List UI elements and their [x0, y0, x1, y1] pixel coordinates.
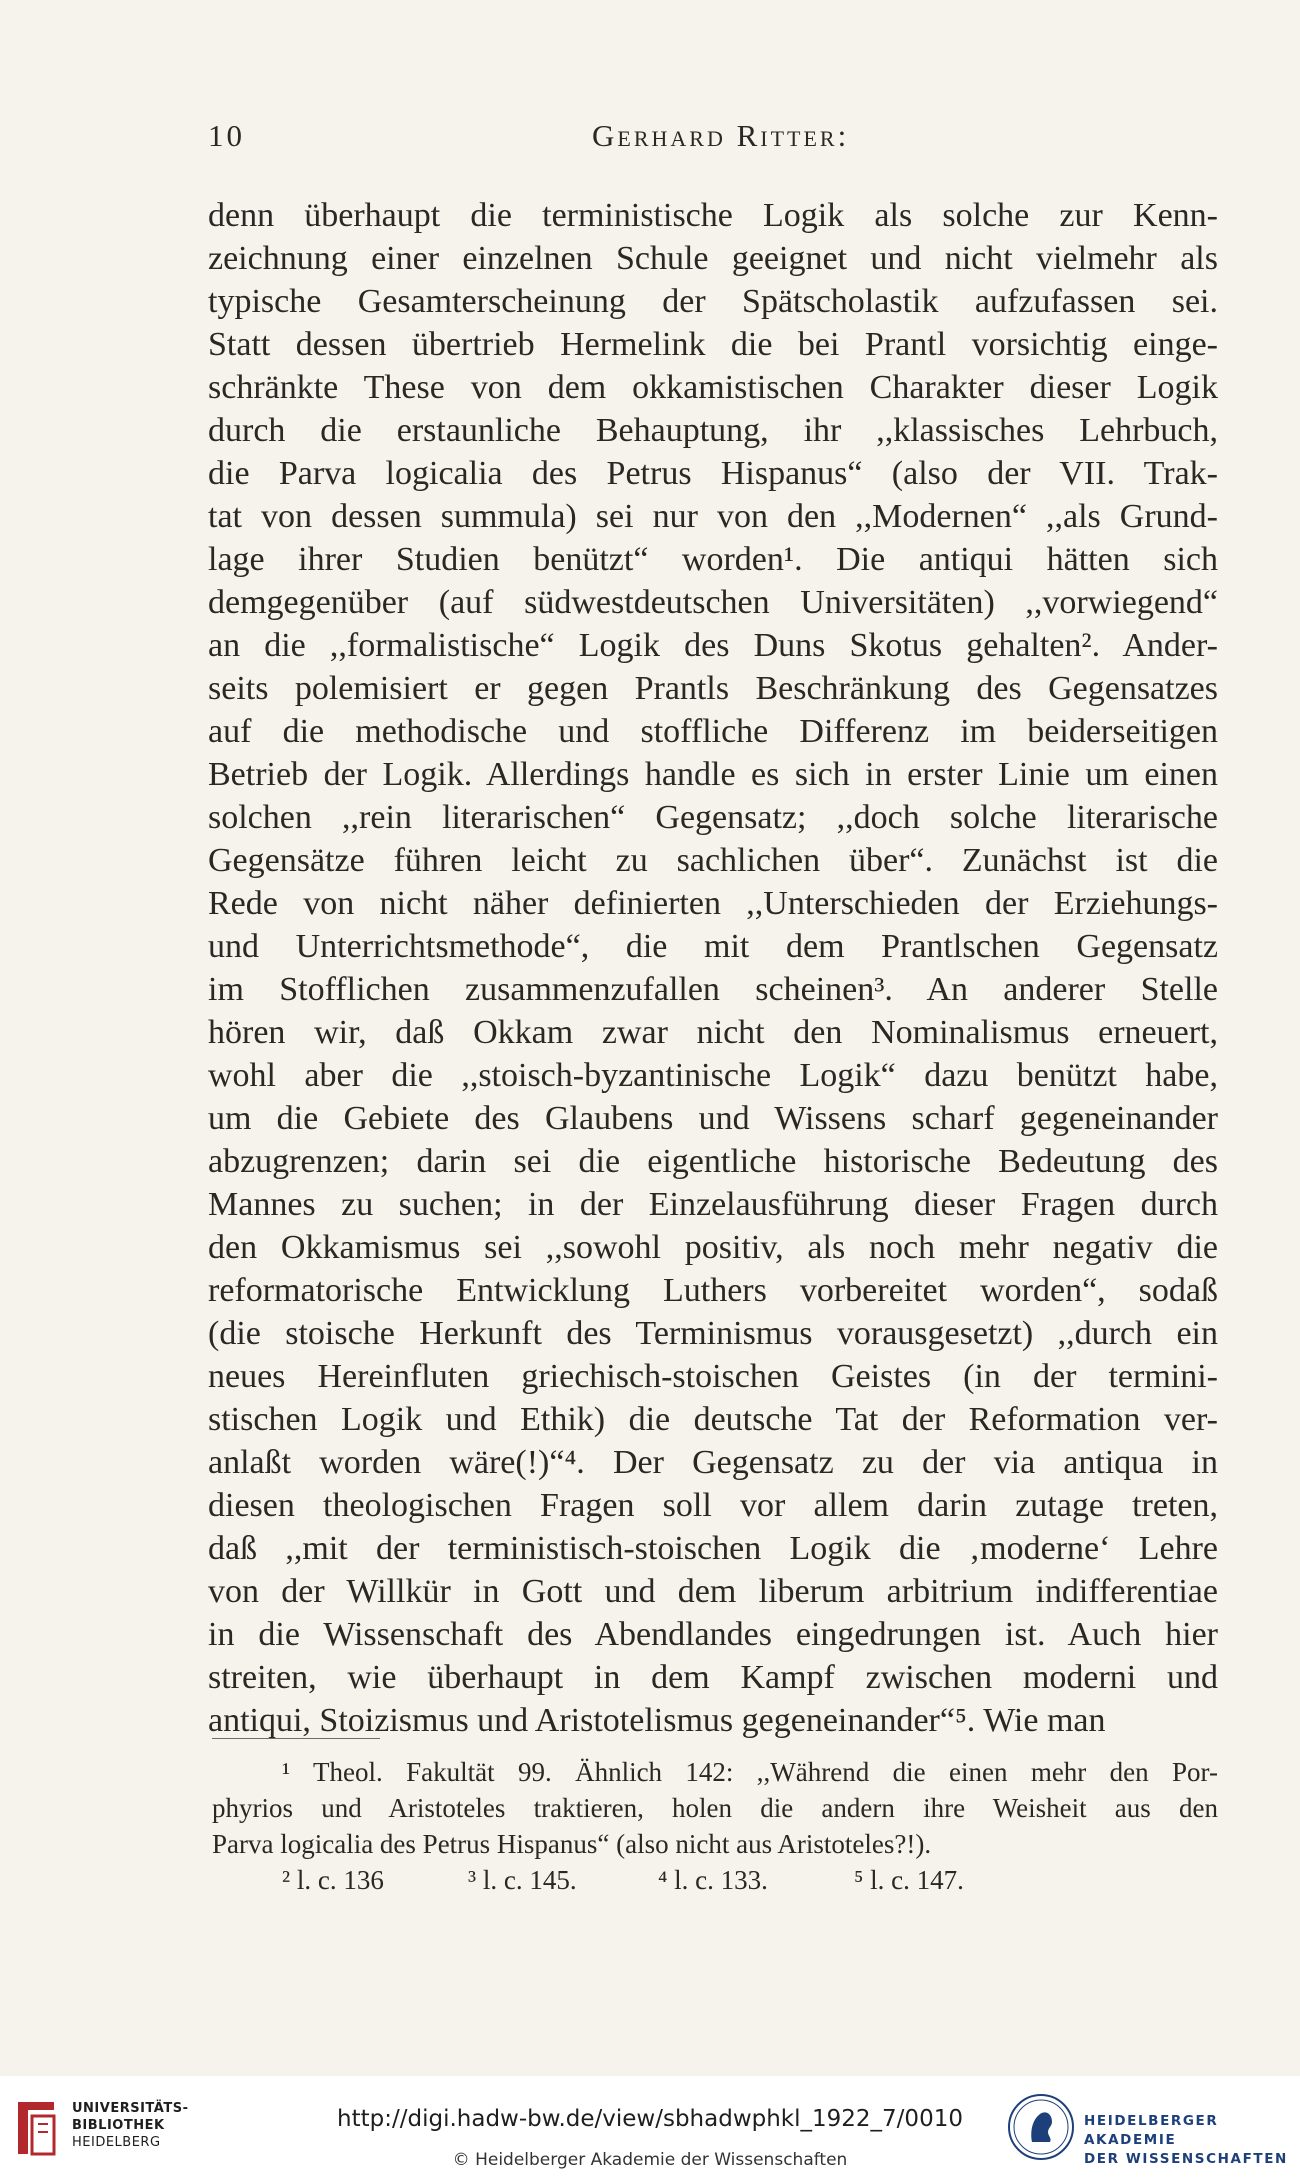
text-line: von der Willkür in Gott und dem liberum arbitrium indifferentiae [208, 1573, 1218, 1610]
text-line: (die stoische Herkunft des Terminismus vorausgesetzt) ,,durch ein [208, 1315, 1218, 1352]
text-line: und Unterrichtsmethode“, die mit dem Prantlschen Gegensatz [208, 928, 1218, 965]
text-line: Statt dessen übertrieb Hermelink die bei Prantl vorsichtig einge- [208, 326, 1218, 363]
text-line: auf die methodische und stoffliche Differenz im beiderseitigen [208, 713, 1218, 750]
text-line: schränkte These von dem okkamistischen Charakter dieser Logik [208, 369, 1218, 406]
text-line: Betrieb der Logik. Allerdings handle es sich in erster Linie um einen [208, 756, 1218, 793]
text-line: den Okkamismus sei ,,sowohl positiv, als noch mehr negativ die [208, 1229, 1218, 1266]
text-line: durch die erstaunliche Behauptung, ihr ,,klassisches Lehrbuch, [208, 412, 1218, 449]
text-line: seits polemisiert er gegen Prantls Beschränkung des Gegensatzes [208, 670, 1218, 707]
running-title: Gerhard Ritter: [592, 118, 850, 153]
text-line: antiqui, Stoizismus und Aristotelismus gegeneinander“⁵. Wie man [208, 1702, 1106, 1739]
text-line: tat von dessen summula) sei nur von den ,,Modernen“ ,,als Grund- [208, 498, 1218, 535]
text-line: neues Hereinfluten griechisch-stoischen Geistes (in der termini- [208, 1358, 1218, 1395]
page-number: 10 [208, 118, 245, 153]
text-line: daß ,,mit der terministisch-stoischen Logik die ‚moderne‘ Lehre [208, 1530, 1218, 1567]
viewer-footer [0, 2076, 1300, 2182]
text-line: diesen theologischen Fragen soll vor allem darin zutage treten, [208, 1487, 1218, 1524]
text-line: denn überhaupt die terministische Logik als solche zur Kenn- [208, 197, 1218, 234]
text-line: Rede von nicht näher definierten ,,Unterschieden der Erziehungs- [208, 885, 1218, 922]
running-head [208, 118, 1218, 158]
text-line: zeichnung einer einzelnen Schule geeignet und nicht vielmehr als [208, 240, 1218, 277]
text-line: Gegensätze führen leicht zu sachlichen über“. Zunächst ist die [208, 842, 1218, 879]
footnote-ref: ⁴ l. c. 133. [658, 1865, 768, 1895]
text-line: stischen Logik und Ethik) die deutsche Tat der Reformation ver- [208, 1401, 1218, 1438]
text-line: die Parva logicalia des Petrus Hispanus“ (also der VII. Trak- [208, 455, 1218, 492]
footnote-ref: ⁵ l. c. 147. [854, 1865, 964, 1895]
text-line: im Stofflichen zusammenzufallen scheinen³. An anderer Stelle [208, 971, 1218, 1008]
academy-seal-icon [1006, 2092, 1076, 2162]
text-line: in die Wissenschaft des Abendlandes eingedrungen ist. Auch hier [208, 1616, 1218, 1653]
footnote-ref: ² l. c. 136 [282, 1865, 384, 1895]
footnote-line: Parva logicalia des Petrus Hispanus“ (also nicht aus Aristoteles?!). [212, 1829, 932, 1859]
footnote-line: phyrios und Aristoteles traktieren, holen die andern ihre Weisheit aus den [212, 1793, 1218, 1823]
university-library-name: UNIVERSITÄTS- BIBLIOTHEK HEIDELBERG [72, 2101, 189, 2150]
text-line: wohl aber die ,,stoisch-byzantinische Logik“ dazu benützt habe, [208, 1057, 1218, 1094]
text-line: lage ihrer Studien benützt“ worden¹. Die antiqui hätten sich [208, 541, 1218, 578]
footnote-separator [212, 1738, 380, 1739]
text-line: Mannes zu suchen; in der Einzelausführung dieser Fragen durch [208, 1186, 1218, 1223]
body-text [208, 194, 1218, 1742]
copyright-notice: © Heidelberger Akademie der Wissenschaften [452, 2150, 848, 2170]
text-line: anlaßt worden wäre(!)“⁴. Der Gegensatz zu der via antiqua in [208, 1444, 1218, 1481]
text-line: reformatorische Entwicklung Luthers vorbereitet worden“, sodaß [208, 1272, 1218, 1309]
text-line: um die Gebiete des Glaubens und Wissens scharf gegeneinander [208, 1100, 1218, 1137]
text-line: streiten, wie überhaupt in dem Kampf zwischen moderni und [208, 1659, 1218, 1696]
text-line: demgegenüber (auf südwestdeutschen Universitäten) ,,vorwiegend“ [208, 584, 1218, 621]
permalink-url[interactable]: http://digi.hadw-bw.de/view/sbhadwphkl_1922_7/0010 [337, 2106, 963, 2132]
text-line: an die ,,formalistische“ Logik des Duns Skotus gehalten². Ander- [208, 627, 1218, 664]
footnote-ref: ³ l. c. 145. [468, 1865, 577, 1895]
footnote-references [212, 1862, 1218, 1898]
text-line: abzugrenzen; darin sei die eigentliche historische Bedeutung des [208, 1143, 1218, 1180]
academy-name: HEIDELBERGER AKADEMIE DER WISSENSCHAFTEN [1084, 2113, 1288, 2167]
footnotes [212, 1754, 1218, 1898]
text-line: solchen ,,rein literarischen“ Gegensatz; ,,doch solche literarische [208, 799, 1218, 836]
text-line: typische Gesamterscheinung der Spätscholastik aufzufassen sei. [208, 283, 1218, 320]
footnote-line: ¹ Theol. Fakultät 99. Ähnlich 142: ,,Während die einen mehr den Por- [282, 1757, 1218, 1787]
text-line: hören wir, daß Okkam zwar nicht den Nominalismus erneuert, [208, 1014, 1218, 1051]
